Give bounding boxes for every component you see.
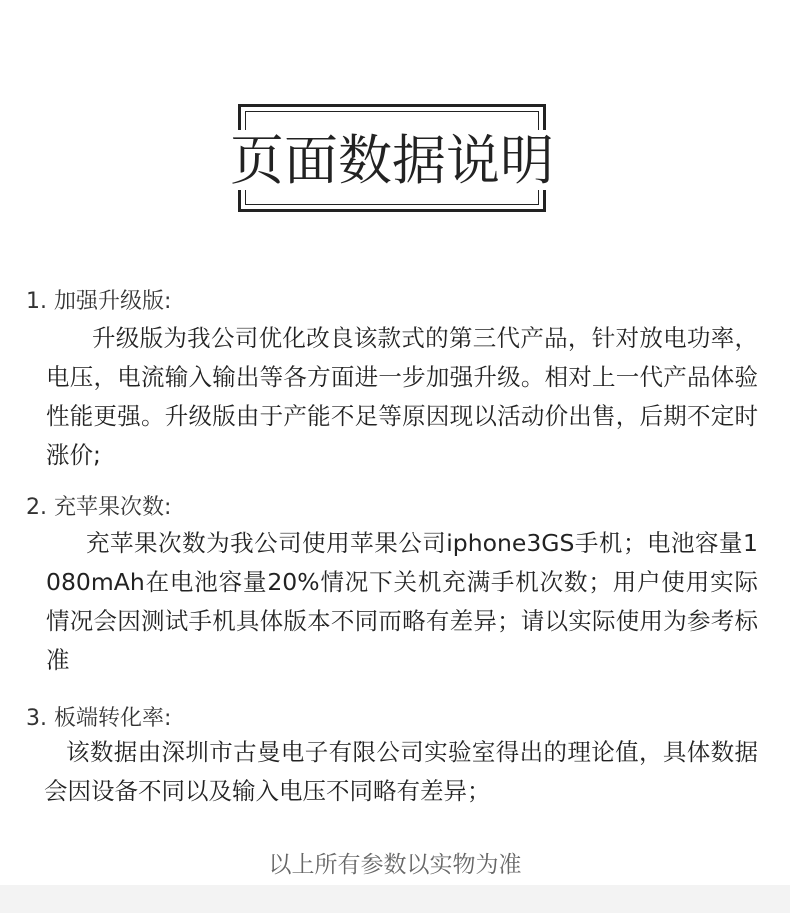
section-heading: 2. 充苹果次数: — [26, 495, 172, 520]
section-body: 该数据由深圳市古曼电子有限公司实验室得出的理论值，具体数据会因设备不同以及输入电压不同略有差异； — [44, 738, 758, 805]
footer-note: 以上所有参数以实物为准 — [268, 852, 522, 878]
bottom-band — [0, 885, 790, 913]
section-heading: 3. 板端转化率: — [26, 706, 172, 731]
section-heading: 1. 加强升级版: — [26, 289, 172, 314]
section-body: 升级版为我公司优化改良该款式的第三代产品，针对放电功率，电压，电流输入输出等各方面进一步加强升级。相对上一代产品体验性能更强。升级版由于产能不足等原因现以活动价出售，后期不定时涨价; — [46, 324, 758, 469]
title-frame — [230, 104, 554, 212]
section-body: 充苹果次数为我公司使用苹果公司iphone3GS手机；电池容量1080mAh在电池容量20%情况下关机充满手机次数；用户使用实际情况会因测试手机具体版本不同而略有差异；请以实际使用为参考标准 — [46, 529, 758, 674]
page-title: 页面数据说明 — [230, 129, 554, 192]
